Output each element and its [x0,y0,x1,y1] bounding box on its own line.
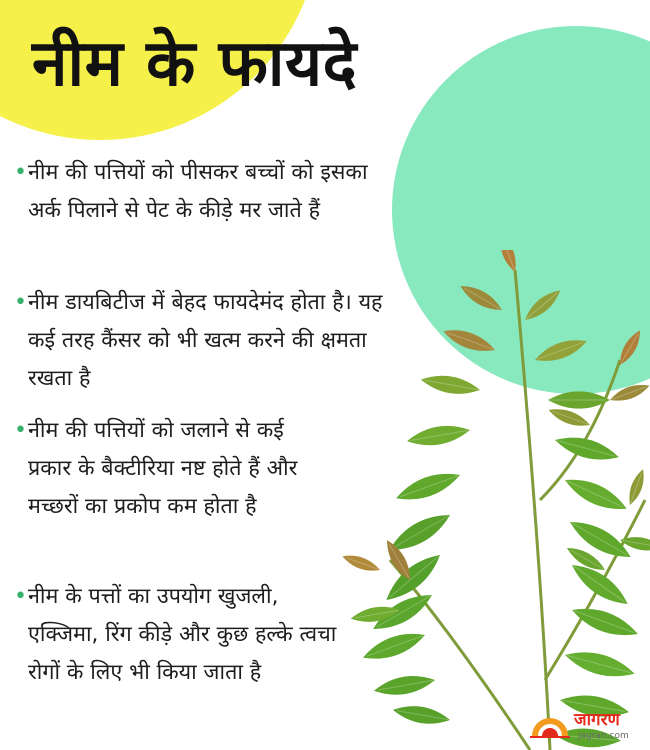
benefit-text-3: नीम की पत्तियों को जलाने से कई प्रकार के बैक्टीरिया नष्ट होते हैं और मच्छरों का प्रकोप कम होता है [28,418,298,519]
benefit-item-1 [14,154,406,230]
benefit-item-2 [14,284,406,398]
leaf-vein [527,293,558,319]
benefit-text-1: नीम की पत्तियों को पीसकर बच्चों को इसका अर्क पिलाने से पेट के कीड़े मर जाते हैं [28,160,368,223]
leaf-vein [574,566,625,602]
bullet-icon: • [14,290,27,315]
bullet-icon: • [14,160,27,185]
logo-site-text: jagran.com [578,731,629,741]
bullet-icon: • [14,418,27,443]
jagran-logo [530,710,645,744]
page-title: नीम के फायदे [32,27,358,101]
leaf-vein [393,516,448,548]
bullet-icon: • [14,584,27,609]
benefit-text-4: नीम के पत्तों का उपयोग खुजली, एक्जिमा, रिंग कीड़े और कुछ हल्के त्वचा रोगों के लिए भी किया जाता है [28,584,337,685]
branch-stem [540,360,620,500]
logo-brand-text: जागरण [574,710,620,730]
benefit-text-2: नीम डायबिटीज में बेहद फायदेमंद होता है। यह कई तरह कैंसर को भी खत्म करने की क्षमता रखता है [28,290,383,391]
rising-sun-logo-icon [530,712,570,738]
benefit-item-3 [14,412,314,526]
benefit-item-4 [14,578,339,692]
